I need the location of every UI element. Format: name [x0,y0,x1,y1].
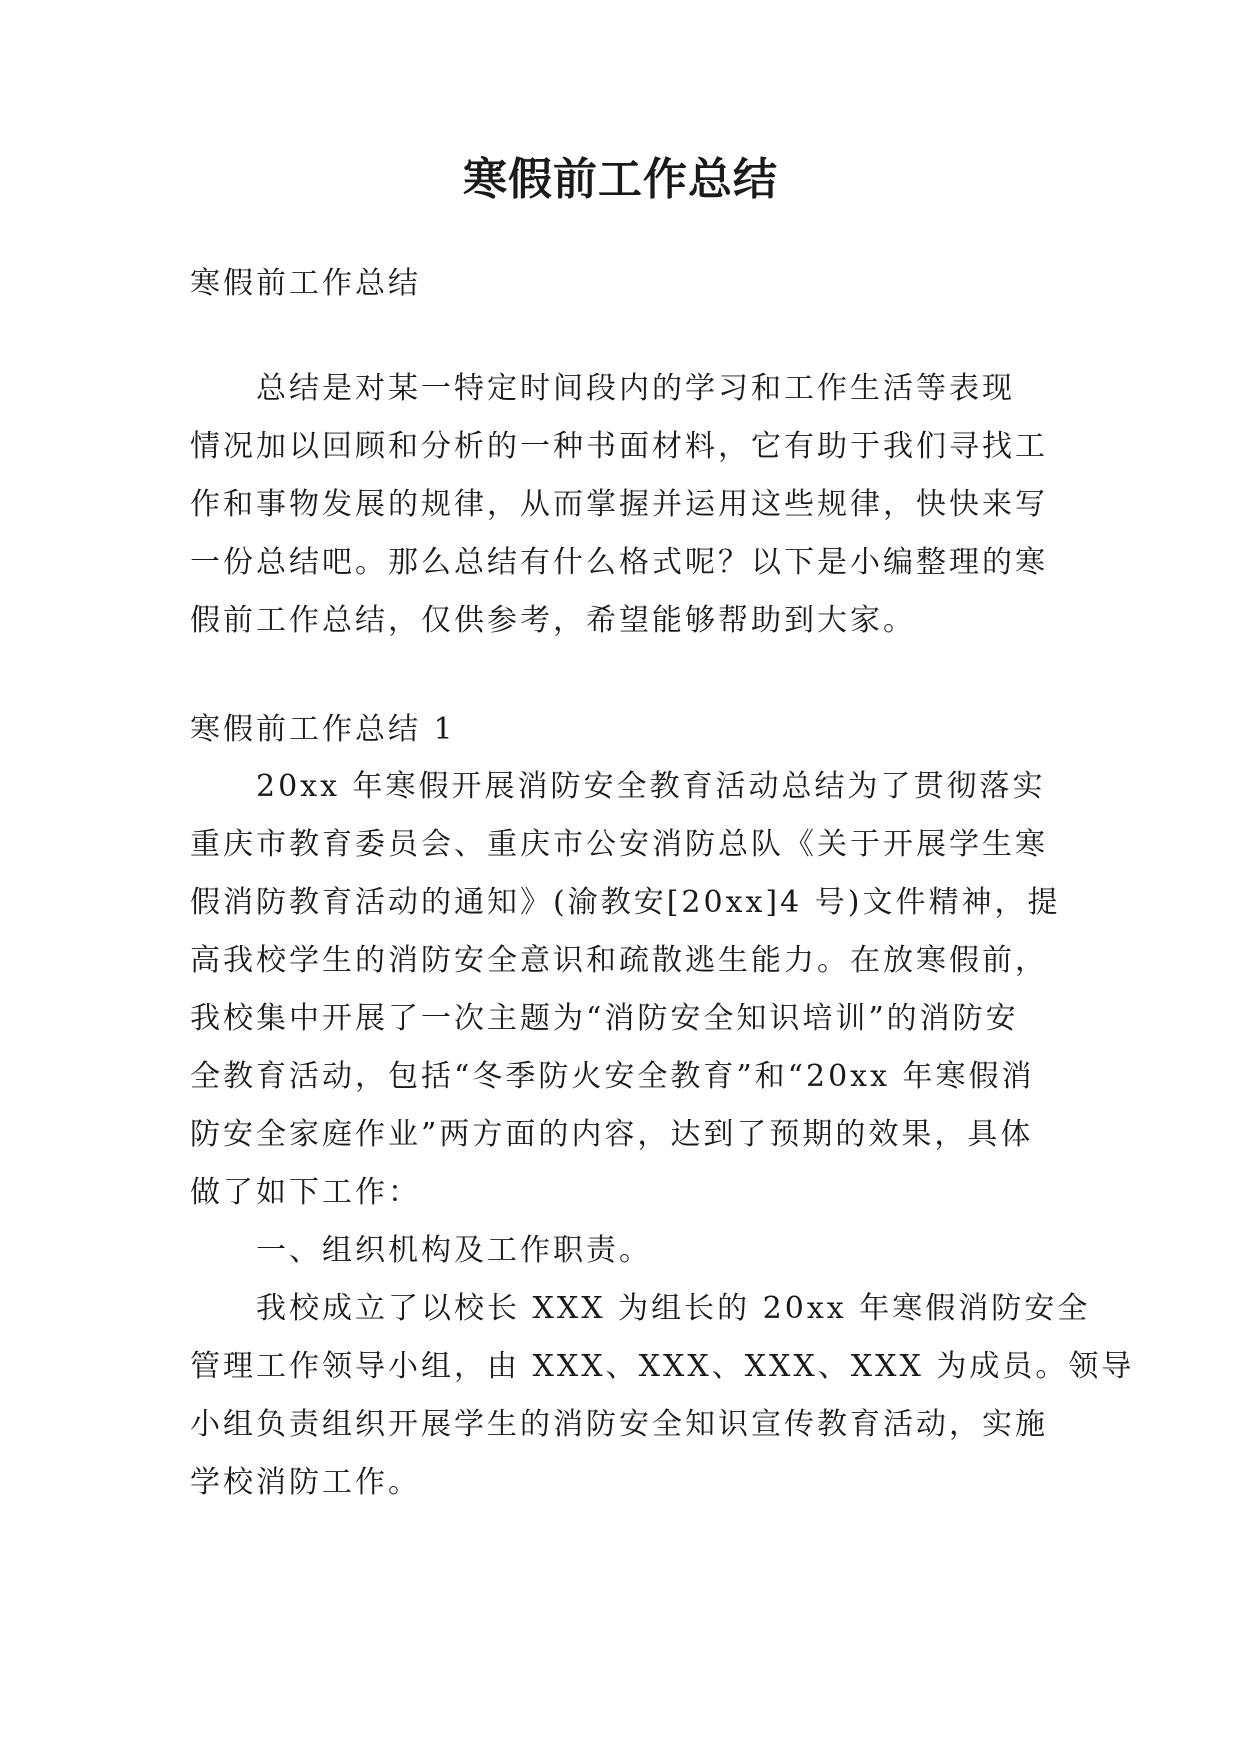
section1-line: 高我校学生的消防安全意识和疏散逃生能力。在放寒假前， [190,943,1048,978]
intro-line: 一份总结吧。那么总结有什么格式呢？以下是小编整理的寒 [190,545,1048,580]
section1-line: 我校集中开展了一次主题为“消防安全知识培训”的消防安 [190,1001,1019,1036]
section1-line: 假消防教育活动的通知》(渝教安[20xx]4 号)文件精神，提 [190,885,1061,920]
intro-line: 总结是对某一特定时间段内的学习和工作生活等表现 [256,371,1015,406]
item1-line: 我校成立了以校长 XXX 为组长的 20xx 年寒假消防安全 [256,1291,1091,1326]
item1-line: 学校消防工作。 [190,1465,421,1500]
section1-paragraph [190,758,1135,1512]
document-title: 寒假前工作总结 [463,154,778,205]
intro-paragraph [190,360,1070,650]
section1-line: 防安全家庭作业”两方面的内容，达到了预期的效果，具体 [190,1117,1034,1152]
intro-line: 假前工作总结，仅供参考，希望能够帮助到大家。 [190,603,916,638]
intro-line: 作和事物发展的规律，从而掌握并运用这些规律，快快来写 [190,487,1048,522]
section1-line: 做了如下工作： [190,1175,421,1210]
document-subheading: 寒假前工作总结 [190,266,421,301]
section1-line: 全教育活动，包括“冬季防火安全教育”和“20xx 年寒假消 [190,1059,1035,1094]
intro-line: 情况加以回顾和分析的一种书面材料，它有助于我们寻找工 [190,429,1048,464]
section1-line: 重庆市教育委员会、重庆市公安消防总队《关于开展学生寒 [190,827,1048,862]
item1-heading: 一、组织机构及工作职责。 [256,1233,652,1268]
item1-line: 管理工作领导小组，由 XXX、XXX、XXX、XXX 为成员。领导 [190,1349,1135,1384]
section1-line: 20xx 年寒假开展消防安全教育活动总结为了贯彻落实 [256,769,1046,804]
section1-heading: 寒假前工作总结 1 [190,712,456,747]
item1-line: 小组负责组织开展学生的消防安全知识宣传教育活动，实施 [190,1407,1048,1442]
